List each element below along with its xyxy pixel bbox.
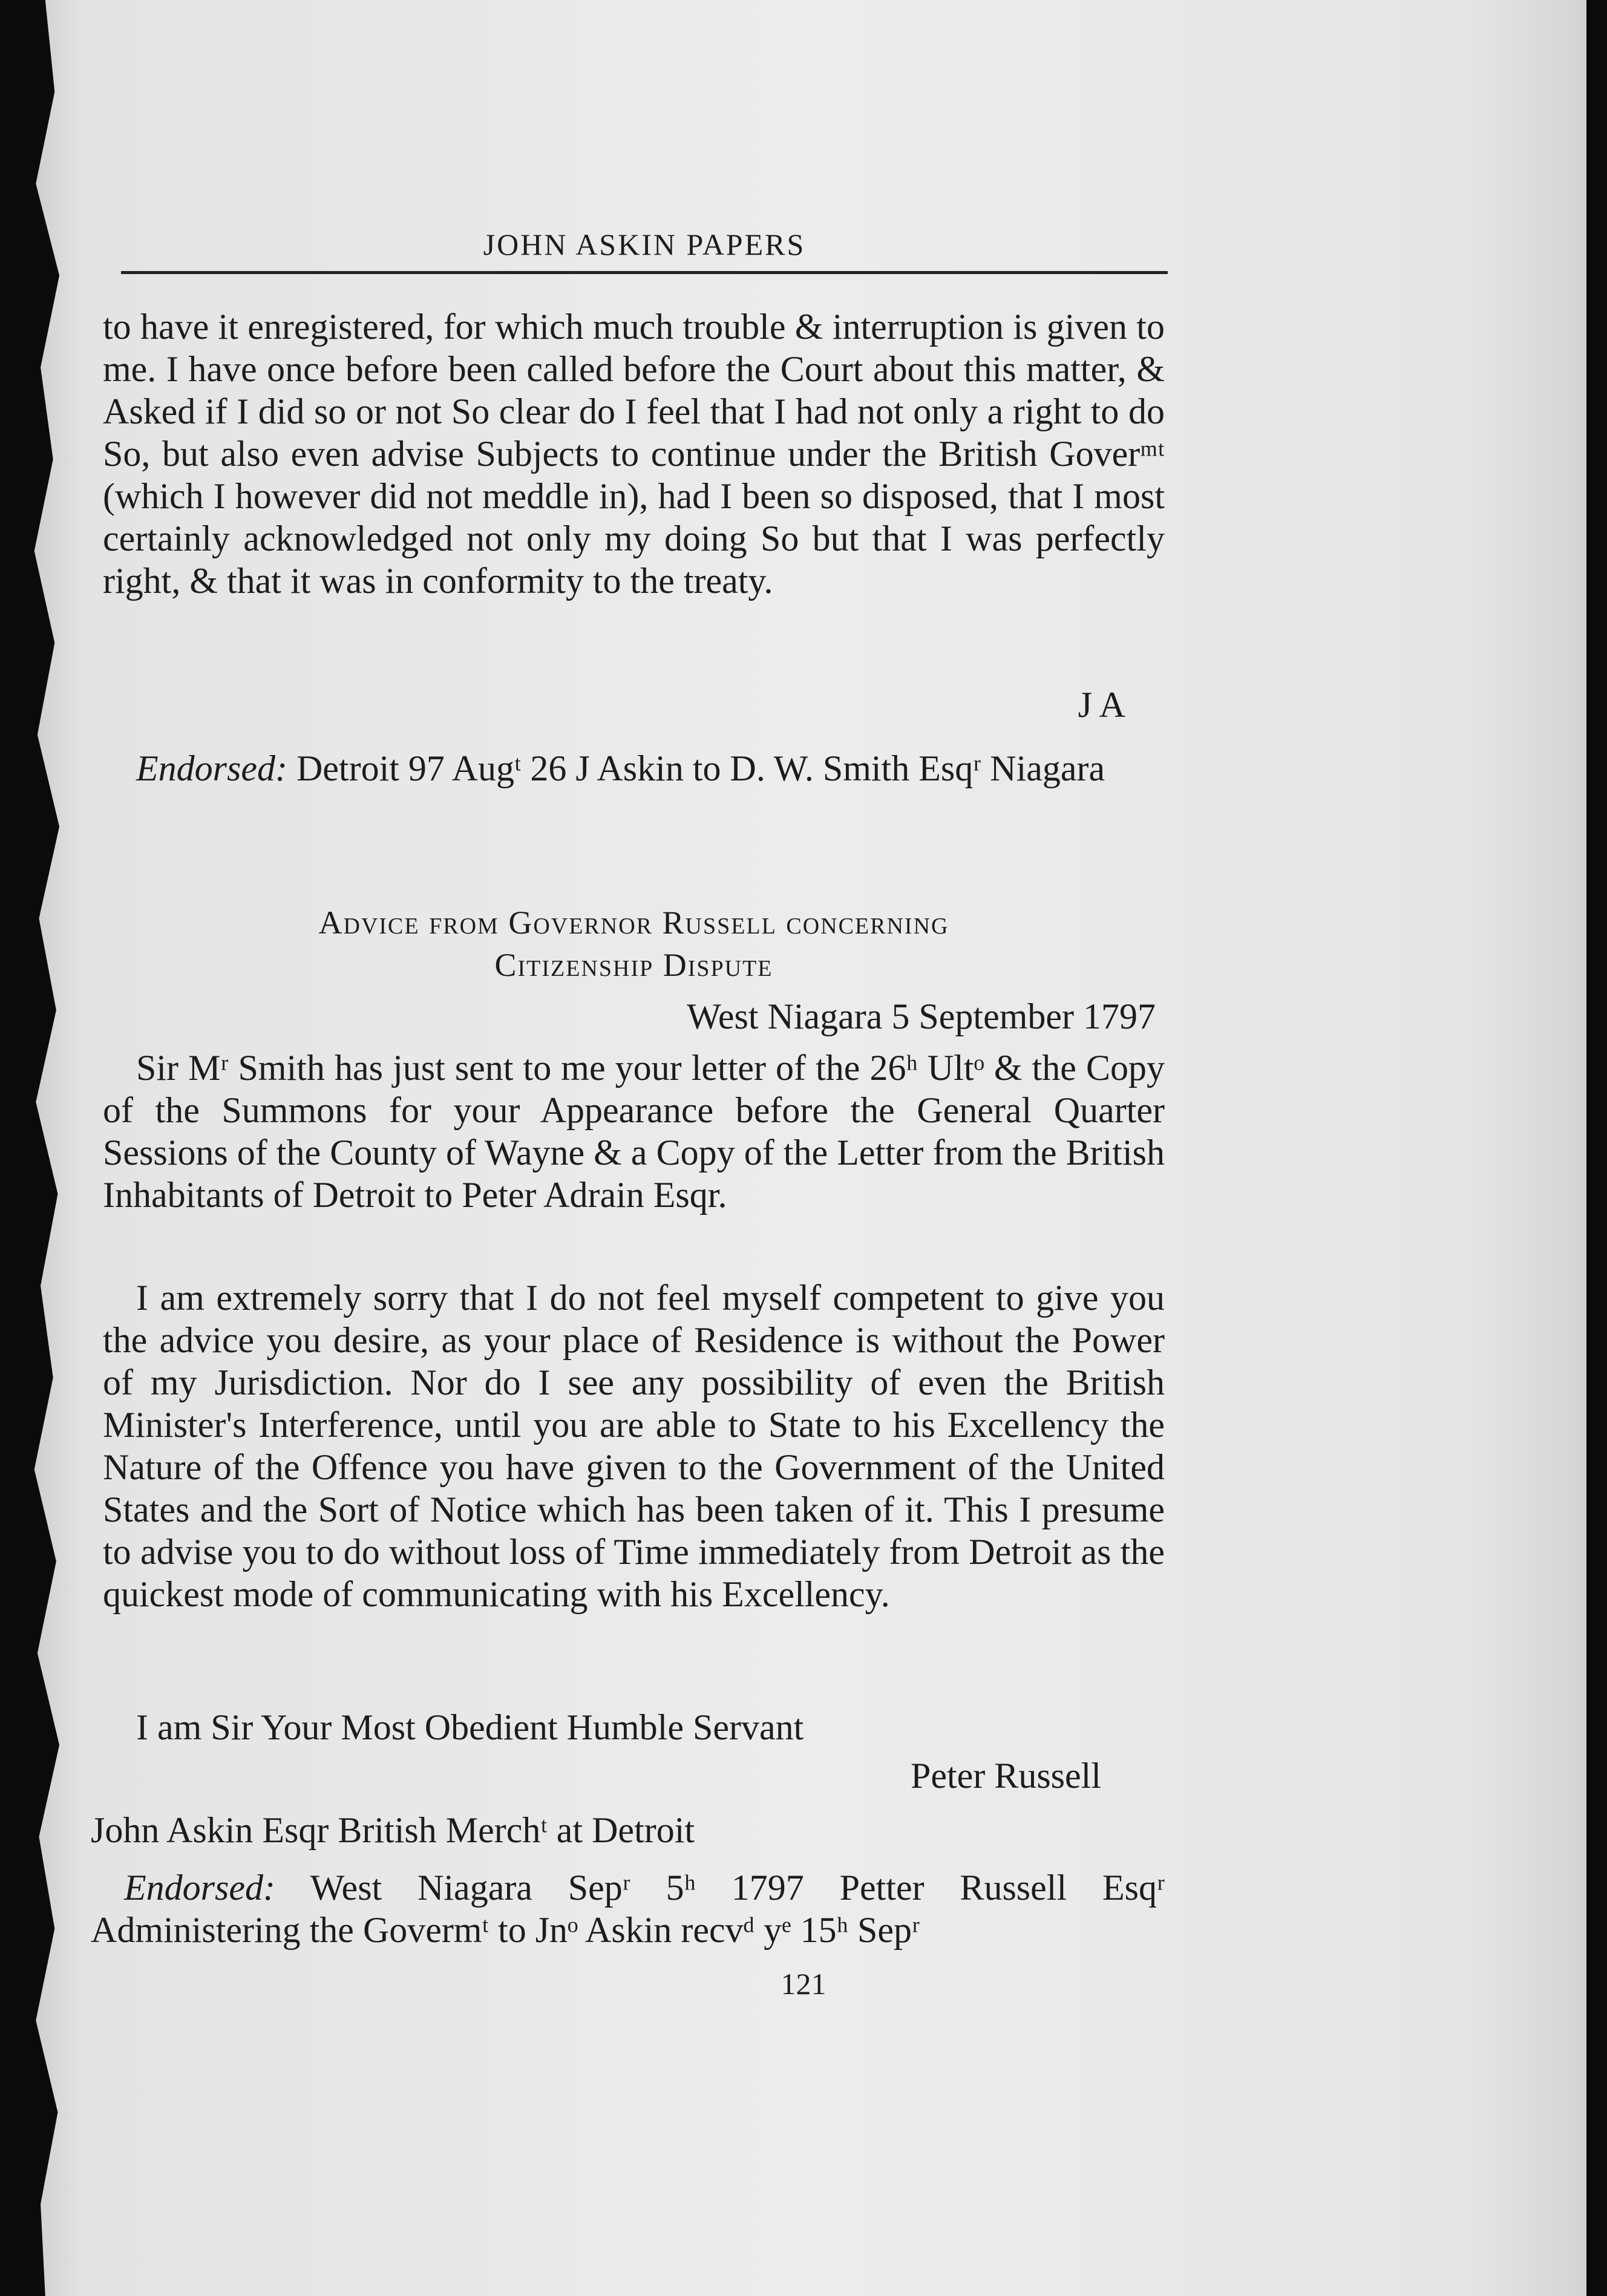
letter2-endorsement [91, 1866, 1165, 1951]
title-line-1: Advice from Governor Russell concerning [318, 904, 949, 941]
letter2-closing-block [103, 1706, 1165, 1748]
letter1-body: to have it enregistered, for which much trouble & interruption is given to me. I have once before been called before the Court about this matter, & Asked if I did so or not So clear do I feel that I had not only a right to do So, but also even advise Subjects to continue under the British Goverᵐᵗ (which I however did not meddle in), had I been so disposed, that I most certainly acknowledged not only my doing So but that I was perfectly right, & that it was in conformity to the treaty. [103, 307, 1165, 601]
endorsed-text: West Niagara Sepʳ 5ʰ 1797 Petter Russell Esqʳ Administering the Govermᵗ to Jnᵒ Askin recvᵈ yᵉ 15ʰ Sepʳ [91, 1868, 1165, 1950]
title-line-2: Citizenship Dispute [494, 947, 773, 983]
endorsed-label: Endorsed: [124, 1868, 275, 1908]
letter2-para1: Sir Mʳ Smith has just sent to me your letter of the 26ʰ Ultᵒ & the Copy of the Summons for your Appearance before the General Quarter Sessions of the County of Wayne & a Copy of the Letter from the British Inhabitants of Detroit to Peter Adrain Esqr. [103, 1048, 1165, 1215]
header-rule [121, 271, 1168, 274]
running-header: JOHN ASKIN PAPERS [483, 227, 806, 261]
letter2-closing: I am Sir Your Most Obedient Humble Servant [136, 1707, 804, 1747]
letter2-para2-block [103, 1277, 1165, 1615]
letter1-signature: J A [1078, 685, 1125, 725]
letter1-endorsement [103, 747, 1165, 790]
letter2-title [103, 901, 1165, 986]
page-number: 121 [781, 1967, 826, 2001]
endorsed-label: Endorsed: [136, 748, 287, 788]
letter1-body-block [103, 306, 1165, 602]
letter2-para2: I am extremely sorry that I do not feel myself competent to give you the advice you desire, as your place of Residence is without the Power of my Jurisdiction. Nor do I see any possibility of even the British Minister's Interference, until you are able to State to his Excellency the Nature of the Offence you have given to the Government of the United States and the Sort of Notice which has been taken of it. This I presume to advise you to do without loss of Time immediately from Detroit as the quickest mode of communicating with his Excellency. [103, 1278, 1165, 1614]
scan-border [1586, 0, 1607, 2296]
letter2-dateline: West Niagara 5 September 1797 [687, 996, 1156, 1036]
endorsed-text: Detroit 97 Augᵗ 26 J Askin to D. W. Smith Esqʳ Niagara [296, 748, 1105, 788]
letter2-addressee: John Askin Esqr British Merchᵗ at Detroit [91, 1810, 695, 1850]
letter2-signature: Peter Russell [911, 1756, 1101, 1796]
letter2-para1-block [103, 1047, 1165, 1216]
